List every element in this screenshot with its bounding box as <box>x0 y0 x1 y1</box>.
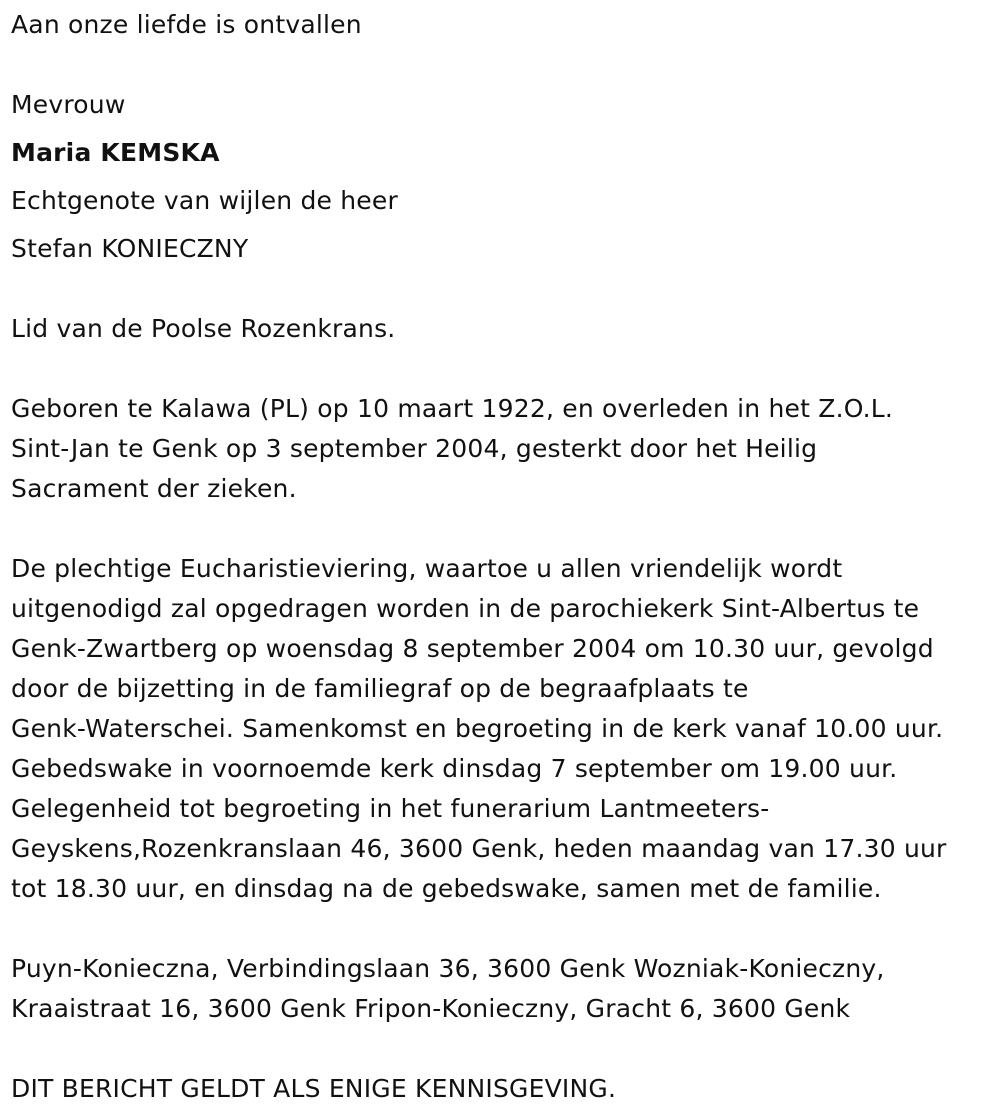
spouse-line-2: Stefan KONIECZNY <box>11 234 249 263</box>
birth-line-1: Geboren te Kalawa (PL) op 10 maart 1922, en overleden in het Z.O.L. <box>11 394 894 423</box>
ceremony-line-1: De plechtige Eucharistieviering, waartoe u allen vriendelijk wordt <box>11 554 843 583</box>
ceremony-line-6: Gebedswake in voornoemde kerk dinsdag 7 september om 19.00 uur. <box>11 754 898 783</box>
birth-line-2: Sint-Jan te Genk op 3 september 2004, gesterkt door het Heilig <box>11 434 818 463</box>
notice-text: DIT BERICHT GELDT ALS ENIGE KENNISGEVING. <box>11 1074 617 1103</box>
family-line-2: Kraaistraat 16, 3600 Genk Fripon-Konieczny, Gracht 6, 3600 Genk <box>11 994 851 1023</box>
ceremony-line-7: Gelegenheid tot begroeting in het funerarium Lantmeeters- <box>11 794 770 823</box>
deceased-name: Maria KEMSKA <box>11 138 220 167</box>
family-line-1: Puyn-Konieczna, Verbindingslaan 36, 3600 Genk Wozniak-Konieczny, <box>11 954 885 983</box>
membership-text: Lid van de Poolse Rozenkrans. <box>11 314 396 343</box>
salutation: Mevrouw <box>11 90 126 119</box>
ceremony-line-5: Genk-Waterschei. Samenkomst en begroeting in de kerk vanaf 10.00 uur. <box>11 714 944 743</box>
ceremony-line-2: uitgenodigd zal opgedragen worden in de parochiekerk Sint-Albertus te <box>11 594 920 623</box>
ceremony-line-3: Genk-Zwartberg op woensdag 8 september 2004 om 10.30 uur, gevolgd <box>11 634 934 663</box>
intro-text: Aan onze liefde is ontvallen <box>11 10 362 39</box>
birth-line-3: Sacrament der zieken. <box>11 474 297 503</box>
ceremony-line-4: door de bijzetting in de familiegraf op de begraafplaats te <box>11 674 749 703</box>
ceremony-line-8: Geyskens,Rozenkranslaan 46, 3600 Genk, heden maandag van 17.30 uur <box>11 834 947 863</box>
ceremony-line-9: tot 18.30 uur, en dinsdag na de gebedswake, samen met de familie. <box>11 874 882 903</box>
spouse-line-1: Echtgenote van wijlen de heer <box>11 186 398 215</box>
